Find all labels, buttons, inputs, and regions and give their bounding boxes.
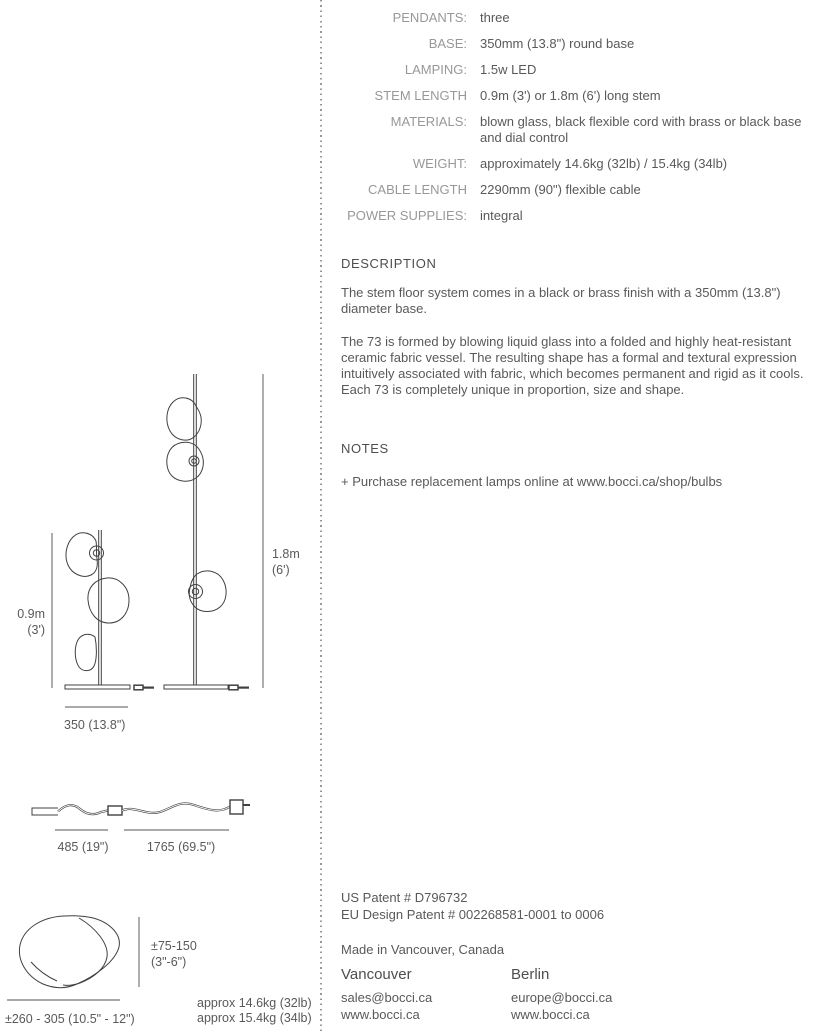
spec-label-power-supplies: POWER SUPPLIES: <box>347 208 467 223</box>
pendant-shape <box>75 634 96 670</box>
tall-height-label-ft: (6') <box>272 563 290 577</box>
spec-label-stem-length: STEM LENGTH <box>374 88 467 103</box>
office-berlin <box>511 966 681 1023</box>
pendant-shape <box>189 571 226 612</box>
notes-section <box>341 441 825 490</box>
description-paragraph-2: The 73 is formed by blowing liquid glass into a folded and highly heat-resistant ceramic fabric vessel. The resulting shape has a formal and textural expression intuitively associated with fabric, which becomes permanent and rigid as it cools. Each 73 is completely unique in proportion, size and shape. <box>341 334 804 397</box>
inline-dimmer <box>108 806 122 815</box>
note-item: + Purchase replacement lamps online at www.bocci.ca/shop/bulbs <box>341 474 723 489</box>
tall-height-label-m: 1.8m <box>272 547 300 561</box>
pendant-width-label: ±260 - 305 (10.5" - 12") <box>5 1012 135 1026</box>
tall-lamp <box>164 374 263 690</box>
pendant-detail-drawing <box>0 900 320 1034</box>
office-email: sales@bocci.ca <box>341 990 433 1005</box>
made-in-line: Made in Vancouver, Canada <box>341 942 505 957</box>
cable-segment2-label: 1765 (69.5") <box>146 840 216 854</box>
office-vancouver <box>341 966 511 1023</box>
eu-patent-line: EU Design Patent # 002268581-0001 to 0006 <box>341 907 605 922</box>
lamp-base <box>164 685 228 689</box>
pendant-shape <box>167 442 204 481</box>
weight-label-1: approx 14.6kg (32lb) <box>197 996 312 1010</box>
pendant-height-label-in: (3"-6") <box>151 955 187 969</box>
spec-value-base: 350mm (13.8") round base <box>480 36 635 51</box>
spec-value-weight: approximately 14.6kg (32lb) / 15.4kg (34lb) <box>480 156 728 171</box>
cable-drawing <box>0 785 320 865</box>
pendant-shape <box>66 533 97 577</box>
spec-label-weight: WEIGHT: <box>412 156 467 171</box>
notes-heading: NOTES <box>341 441 389 456</box>
office-website: www.bocci.ca <box>341 1007 420 1022</box>
dial-control <box>229 685 238 690</box>
spec-value-stem-length: 0.9m (3') or 1.8m (6') long stem <box>480 88 661 103</box>
office-website: www.bocci.ca <box>511 1007 590 1022</box>
dial-control <box>134 685 143 690</box>
pendant-outline <box>19 916 119 988</box>
weight-label-2: approx 15.4kg (34lb) <box>197 1011 312 1025</box>
spec-value-cable-length: 2290mm (90") flexible cable <box>480 182 641 197</box>
floor-lamp-drawing <box>0 360 320 742</box>
spec-label-cable-length: CABLE LENGTH <box>368 182 467 197</box>
spec-label-pendants: PENDANTS: <box>392 10 467 25</box>
office-city: Berlin <box>511 966 550 983</box>
cable-connector <box>32 808 58 815</box>
description-heading: DESCRIPTION <box>341 256 437 271</box>
description-paragraph-1: The stem floor system comes in a black or brass finish with a 350mm (13.8") diameter base. <box>341 285 781 316</box>
office-city: Vancouver <box>341 966 412 983</box>
spec-value-materials: blown glass, black flexible cord with brass or black base and dial control <box>480 114 802 145</box>
cable-segment1-label: 485 (19") <box>57 840 109 854</box>
base-width-label: 350 (13.8") <box>64 718 126 732</box>
spec-table <box>341 10 825 224</box>
pendant-shape <box>88 578 129 623</box>
column-divider <box>320 0 322 1034</box>
spec-label-base: BASE: <box>428 36 467 51</box>
pendant-height-label: ±75-150 <box>151 939 197 953</box>
plug <box>230 800 243 814</box>
patent-block <box>341 889 825 923</box>
offices-block <box>341 966 825 1023</box>
description-section <box>341 256 825 415</box>
lamp-base <box>65 685 130 689</box>
spec-value-power-supplies: integral <box>480 208 523 223</box>
cable <box>32 800 250 815</box>
us-patent-line: US Patent # D796732 <box>341 890 468 905</box>
short-height-label-ft: (3') <box>27 623 45 637</box>
spec-label-lamping: LAMPING: <box>404 62 467 77</box>
spec-value-pendants: three <box>480 10 510 25</box>
short-lamp <box>52 530 154 690</box>
spec-label-materials: MATERIALS: <box>390 114 467 129</box>
short-height-label-m: 0.9m <box>17 607 45 621</box>
office-email: europe@bocci.ca <box>511 990 613 1005</box>
spec-value-lamping: 1.5w LED <box>480 62 537 77</box>
